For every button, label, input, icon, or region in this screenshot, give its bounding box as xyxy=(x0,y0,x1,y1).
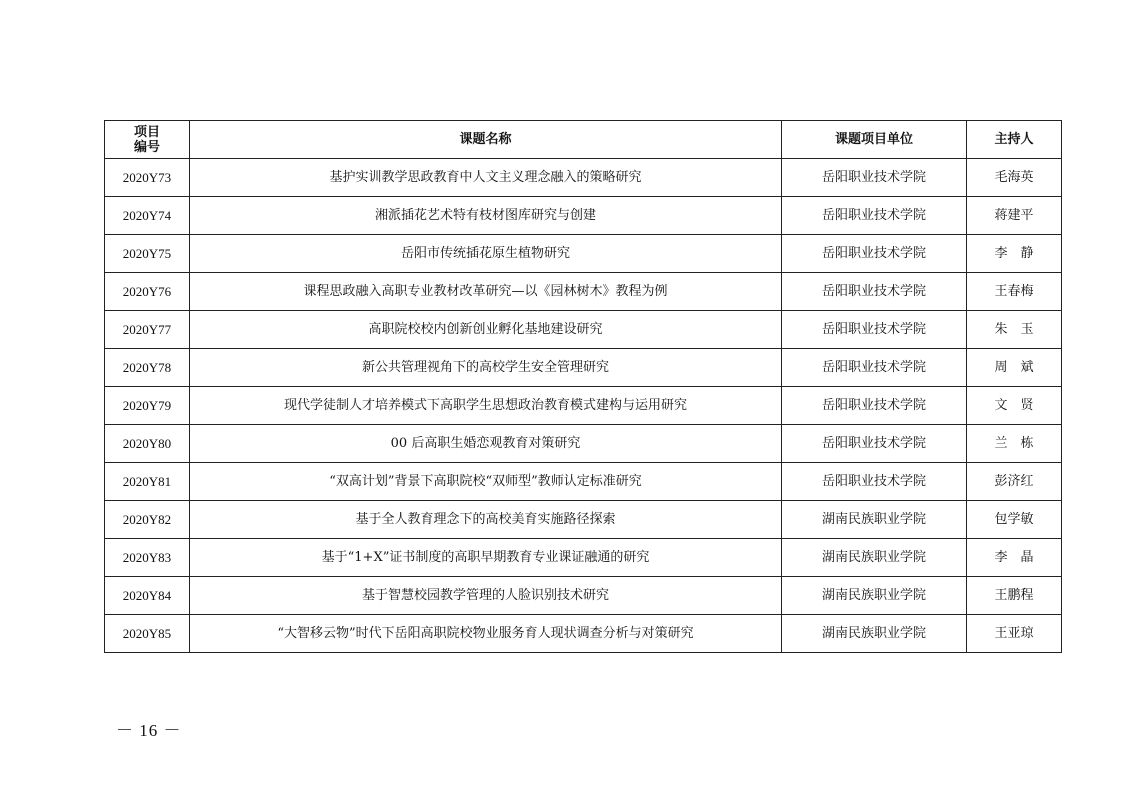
cell-host: 周 斌 xyxy=(967,349,1062,387)
cell-host: 兰 栋 xyxy=(967,425,1062,463)
cell-unit: 岳阳职业技术学院 xyxy=(782,463,967,501)
cell-project-code: 2020Y85 xyxy=(105,615,190,653)
cell-title: “大智移云物”时代下岳阳高职院校物业服务育人现状调查分析与对策研究 xyxy=(190,615,782,653)
cell-unit: 湖南民族职业学院 xyxy=(782,539,967,577)
table-row xyxy=(105,159,1062,197)
header-title: 课题名称 xyxy=(190,121,782,159)
cell-project-code: 2020Y81 xyxy=(105,463,190,501)
cell-host: 朱 玉 xyxy=(967,311,1062,349)
header-project-id-line2: 编号 xyxy=(133,139,160,155)
table-row xyxy=(105,197,1062,235)
cell-title: 基于全人教育理念下的高校美育实施路径探索 xyxy=(190,501,782,539)
table-row xyxy=(105,425,1062,463)
cell-project-code: 2020Y73 xyxy=(105,159,190,197)
cell-project-code: 2020Y83 xyxy=(105,539,190,577)
cell-host: 毛海英 xyxy=(967,159,1062,197)
page-number: － 16 － xyxy=(116,721,182,740)
cell-project-code: 2020Y78 xyxy=(105,349,190,387)
header-project-id xyxy=(105,121,190,159)
cell-unit: 岳阳职业技术学院 xyxy=(782,197,967,235)
header-unit: 课题项目单位 xyxy=(782,121,967,159)
header-host: 主持人 xyxy=(967,121,1062,159)
cell-project-code: 2020Y80 xyxy=(105,425,190,463)
cell-host: 李 静 xyxy=(967,235,1062,273)
cell-unit: 岳阳职业技术学院 xyxy=(782,311,967,349)
cell-title: 岳阳市传统插花原生植物研究 xyxy=(190,235,782,273)
cell-unit: 岳阳职业技术学院 xyxy=(782,273,967,311)
cell-project-code: 2020Y79 xyxy=(105,387,190,425)
table-row xyxy=(105,311,1062,349)
projects-table xyxy=(104,120,1062,653)
cell-unit: 湖南民族职业学院 xyxy=(782,615,967,653)
header-project-id-line1: 项目 xyxy=(133,124,160,140)
table-body xyxy=(105,159,1062,653)
table-row xyxy=(105,501,1062,539)
cell-title: 基于智慧校园教学管理的人脸识别技术研究 xyxy=(190,577,782,615)
cell-unit: 湖南民族职业学院 xyxy=(782,501,967,539)
cell-title: “双高计划”背景下高职院校“双师型”教师认定标准研究 xyxy=(190,463,782,501)
cell-project-code: 2020Y75 xyxy=(105,235,190,273)
cell-host: 文 贤 xyxy=(967,387,1062,425)
cell-title: 湘派插花艺术特有枝材图库研究与创建 xyxy=(190,197,782,235)
cell-title: 00 后高职生婚恋观教育对策研究 xyxy=(190,425,782,463)
cell-unit: 岳阳职业技术学院 xyxy=(782,425,967,463)
table-row xyxy=(105,273,1062,311)
cell-project-code: 2020Y77 xyxy=(105,311,190,349)
cell-unit: 湖南民族职业学院 xyxy=(782,577,967,615)
cell-host: 包学敏 xyxy=(967,501,1062,539)
cell-host: 王亚琼 xyxy=(967,615,1062,653)
cell-project-code: 2020Y84 xyxy=(105,577,190,615)
table-row xyxy=(105,235,1062,273)
cell-project-code: 2020Y74 xyxy=(105,197,190,235)
cell-unit: 岳阳职业技术学院 xyxy=(782,349,967,387)
table-row xyxy=(105,539,1062,577)
cell-unit: 岳阳职业技术学院 xyxy=(782,387,967,425)
cell-host: 王鹏程 xyxy=(967,577,1062,615)
cell-title: 现代学徒制人才培养模式下高职学生思想政治教育模式建构与运用研究 xyxy=(190,387,782,425)
table-row xyxy=(105,463,1062,501)
cell-unit: 岳阳职业技术学院 xyxy=(782,159,967,197)
cell-title: 基护实训教学思政教育中人文主义理念融入的策略研究 xyxy=(190,159,782,197)
cell-project-code: 2020Y76 xyxy=(105,273,190,311)
table-row xyxy=(105,615,1062,653)
cell-host: 王春梅 xyxy=(967,273,1062,311)
cell-unit: 岳阳职业技术学院 xyxy=(782,235,967,273)
table-row xyxy=(105,387,1062,425)
table-row xyxy=(105,577,1062,615)
cell-title: 高职院校校内创新创业孵化基地建设研究 xyxy=(190,311,782,349)
cell-host: 彭济红 xyxy=(967,463,1062,501)
cell-host: 李 晶 xyxy=(967,539,1062,577)
table-header-row xyxy=(105,121,1062,159)
cell-host: 蒋建平 xyxy=(967,197,1062,235)
cell-title: 课程思政融入高职专业教材改革研究—以《园林树木》教程为例 xyxy=(190,273,782,311)
cell-title: 新公共管理视角下的高校学生安全管理研究 xyxy=(190,349,782,387)
cell-title: 基于“1+X”证书制度的高职早期教育专业课证融通的研究 xyxy=(190,539,782,577)
table-row xyxy=(105,349,1062,387)
cell-project-code: 2020Y82 xyxy=(105,501,190,539)
